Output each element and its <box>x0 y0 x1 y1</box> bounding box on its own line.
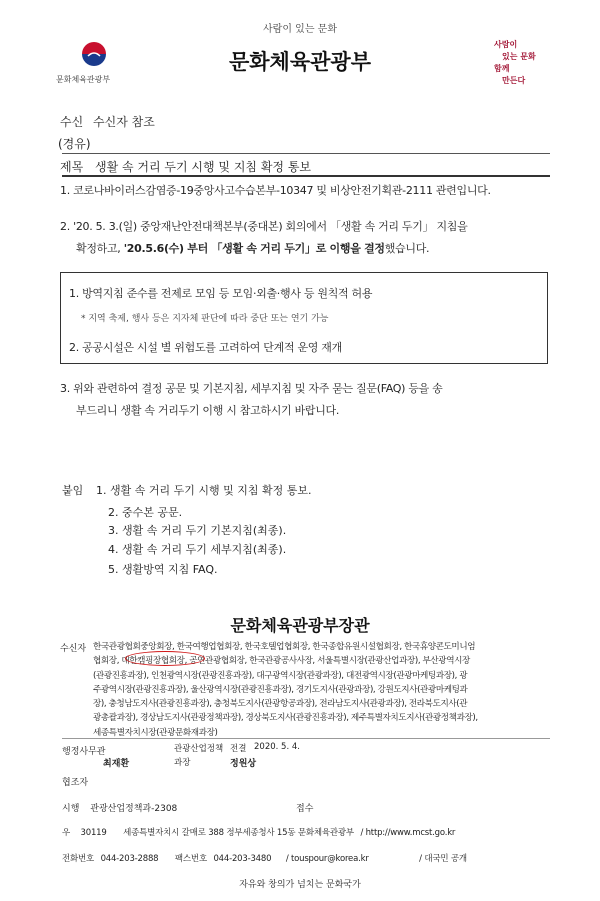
email-link[interactable]: touspour@korea.kr <box>291 854 369 864</box>
contact-line: 전화번호 044-203-2888 팩스번호 044-203-3480 / touspour@korea.kr / 대국민 공개 <box>62 854 467 864</box>
body-item-3-line1: 3. 위와 관련하여 결정 공문 및 기본지침, 세부지침 및 자주 묻는 질문(FAQ) 등을 송 <box>60 382 443 395</box>
document-title: 문화체육관광부 <box>228 50 371 74</box>
recipients-line: (관광진흥과장), 인천광역시장(관광진흥과장), 대구광역시장(관광과장), 대전광역시장(관광마케팅과장), 광 <box>93 670 468 681</box>
box-item-1: 1. 방역지침 준수를 전제로 모임 등 모임·외출·행사 등 원칙적 허용 <box>69 287 373 300</box>
body-item-2-bold: '20.5.6(수) 부터 「생활 속 거리 두기」로 이행을 결정 <box>123 242 385 255</box>
recipient-line <box>60 113 155 130</box>
divider <box>62 153 550 154</box>
box-item-2: 2. 공공시설은 시설 별 위험도를 고려하여 단계적 운영 재개 <box>69 341 342 354</box>
address: 세종특별자치시 갈매로 388 정부세종청사 15동 문화체육관광부 <box>123 828 354 838</box>
approval-date: 2020. 5. 4. <box>254 742 300 752</box>
recipient-value: 수신자 참조 <box>93 115 155 129</box>
highlight-circle <box>125 651 205 666</box>
body-item-3-line2: 부드리니 생활 속 거리두기 이행 시 참고하시기 바랍니다. <box>76 404 340 417</box>
attachments-label: 붙임 <box>62 484 84 497</box>
calligraphy-line: 있는 문화 <box>502 51 536 61</box>
enforce-value: 관광산업정책과-2308 <box>90 804 178 814</box>
fax-number: 044-203-3480 <box>213 854 272 864</box>
enforce-line <box>62 801 177 814</box>
chief-label: 과장 <box>174 758 191 768</box>
staff-name: 최재환 <box>103 759 130 769</box>
chief-name: 정원상 <box>230 759 257 769</box>
receipt-label: 접수 <box>296 804 314 814</box>
phone-number: 044-203-2888 <box>100 854 159 864</box>
via-line: (경유) <box>58 137 91 151</box>
recipients-line: 협회장, 대한캠핑장협회장, 공연관광협회장, 한국관광공사사장, 서울특별시장(관광산업과장), 부산광역시장 <box>93 656 470 667</box>
body-item-2-post: 했습니다. <box>384 242 430 255</box>
website-link[interactable]: http://www.mcst.go.kr <box>365 828 456 838</box>
org-logo-text: 문화체육관광부 <box>56 75 111 84</box>
calligraphy-line: 함께 <box>494 63 510 73</box>
cooperator-label: 협조자 <box>62 778 89 788</box>
phone-label: 전화번호 <box>62 854 95 864</box>
attachment-item[interactable]: 3. 생활 속 거리 두기 기본지침(최종). <box>108 524 287 537</box>
minister-signature: 문화체육관광부장관 <box>230 616 370 635</box>
attachment-item[interactable]: 4. 생활 속 거리 두기 세부지침(최종). <box>108 543 287 556</box>
body-item-2-line1: 2. '20. 5. 3.(일) 중앙재난안전대책본부(중대본) 회의에서 「생활 속 거리 두기」 지침을 <box>60 220 468 233</box>
fax-label: 팩스번호 <box>174 854 207 864</box>
attachment-item[interactable]: 1. 생활 속 거리 두기 시행 및 지침 확정 통보. <box>96 484 312 497</box>
attachment-item[interactable]: 2. 중수본 공문. <box>108 506 183 519</box>
recipients-line: 장), 충청남도지사(관광진흥과장), 충청북도지사(관광항공과장), 전라남도지사(관광과장), 전라북도지사(관 <box>93 699 468 710</box>
recipients-line: 주광역시장(관광진흥과장), 울산광역시장(관광진흥과장), 경기도지사(관광과장), 강원도지사(관광마케팅과 <box>93 684 468 695</box>
public-status: 대국민 공개 <box>424 854 467 864</box>
recipients-line: 광총괄과장), 경상남도지사(관광정책과장), 경상북도지사(관광진흥과장), 제주특별자치도지사(관광정책과장), <box>93 713 478 724</box>
calligraphy-line: 사람이 <box>494 39 518 49</box>
subject-line <box>60 158 311 175</box>
address-line: 우 30119 세종특별자치시 갈매로 388 정부세종청사 15동 문화체육관광부 / http://www.mcst.go.kr <box>62 828 456 838</box>
approval-label: 전결 <box>230 744 247 754</box>
header-slogan: 사람이 있는 문화 <box>263 24 337 35</box>
policy-box <box>60 272 548 364</box>
postal-code: 30119 <box>80 828 107 838</box>
body-item-2-pre: 확정하고, <box>76 242 124 255</box>
body-item-1: 1. 코로나바이러스감염증-19중앙사고수습본부-10347 및 비상안전기획관-2111 관련입니다. <box>60 184 491 197</box>
recipients-line: 한국관광협회중앙회장, 한국여행업협회장, 한국호텔업협회장, 한국종합유원시설협회장, 한국휴양콘도미니엄 <box>93 642 476 652</box>
recipients-label: 수신자 <box>60 644 87 654</box>
recipients-line: 세종특별자치시장(관광문화재과장) <box>93 727 218 738</box>
recipient-label: 수신 <box>60 115 84 129</box>
footer-slogan: 자유와 창의가 넘치는 문화국가 <box>239 880 361 890</box>
box-note: * 지역 축제, 행사 등은 지자체 판단에 따라 중단 또는 연기 가능 <box>81 314 329 324</box>
subject-label: 제목 <box>60 160 84 174</box>
dept-title: 관광산업정책 <box>174 744 224 754</box>
body-item-2-line2 <box>76 240 429 256</box>
divider <box>62 738 550 739</box>
enforce-label: 시행 <box>62 804 80 814</box>
attachment-item[interactable]: 5. 생활방역 지침 FAQ. <box>108 563 218 576</box>
divider <box>62 175 550 177</box>
staff-label: 행정사무관 <box>62 747 106 757</box>
calligraphy-slogan-logo <box>494 38 544 94</box>
subject-value: 생활 속 거리 두기 시행 및 지침 확정 통보 <box>95 160 312 174</box>
postal-label: 우 <box>62 828 71 838</box>
calligraphy-line: 만든다 <box>502 75 526 85</box>
